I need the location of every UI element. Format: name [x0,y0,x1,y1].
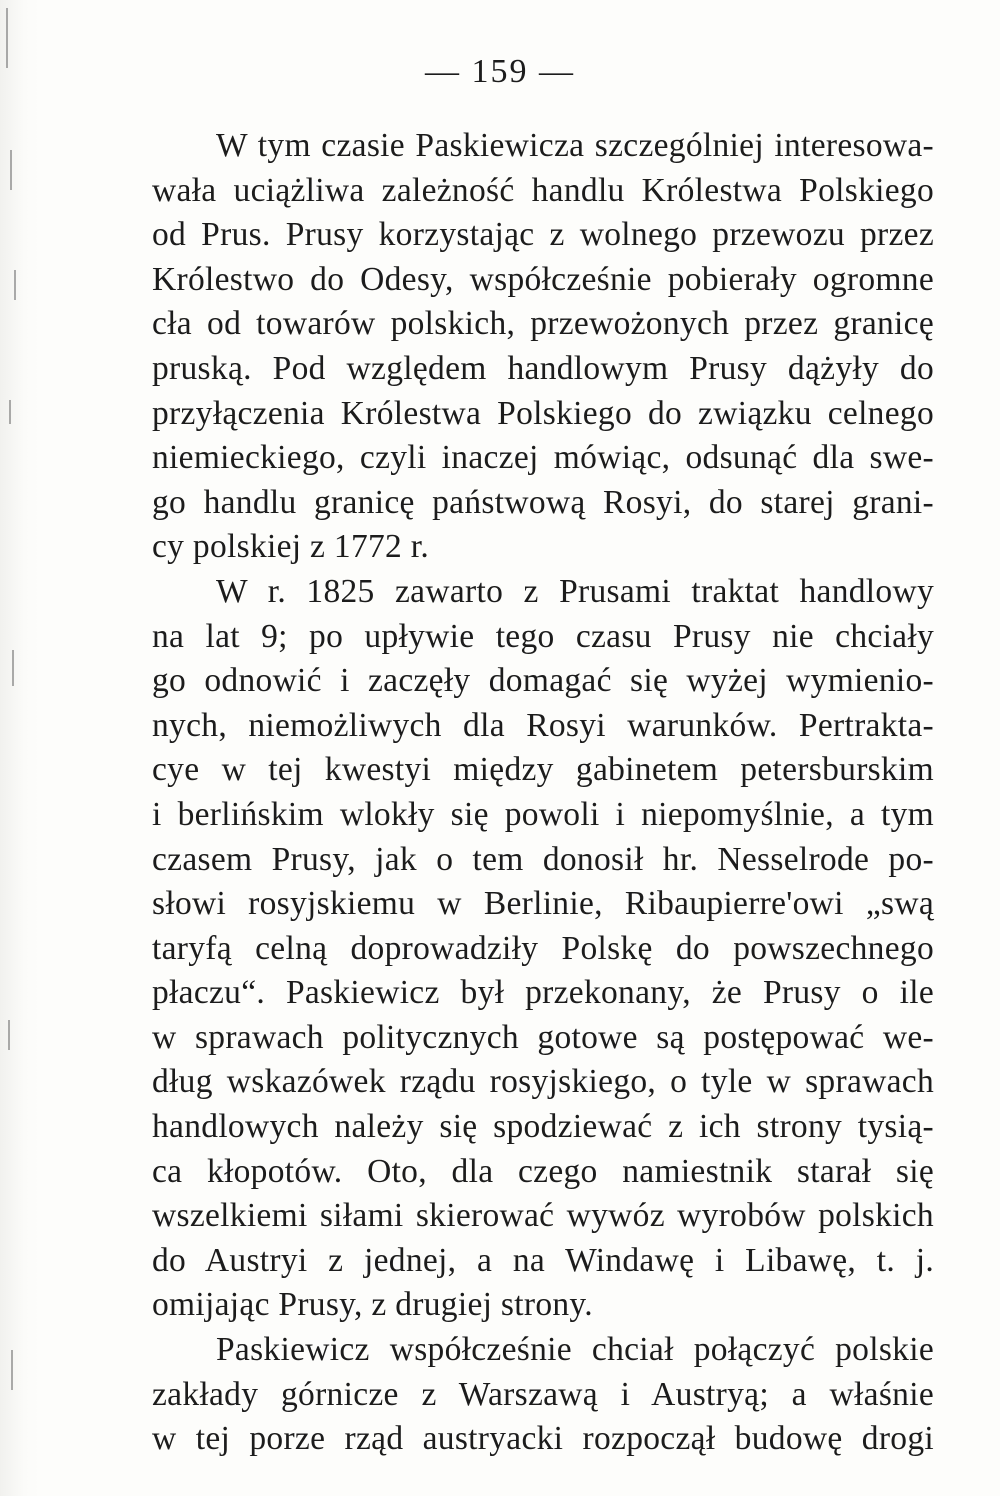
text-line: go handlu granicę państwową Rosyi, do starej grani- [152,483,934,521]
text-line: handlowych należy się spodziewać z ich strony tysią- [152,1108,934,1146]
text-line: od Prus. Prusy korzystając z wolnego przewozu przez [152,216,934,254]
binding-mark [11,1350,13,1390]
text-line: na lat 9; po upływie tego czasu Prusy nie chciały [152,617,934,655]
text-line: dług wskazówek rządu rosyjskiego, o tyle w sprawach [152,1063,934,1101]
text-line: w sprawach politycznych gotowe są postępować we- [152,1018,934,1056]
text-line: wała uciążliwa zależność handlu Królestwa Polskiego [152,171,934,209]
text-line: wszelkiemi siłami skierować wywóz wyrobów polskich [152,1197,934,1235]
text-line: go odnowić i zaczęły domagać się wyżej wymienio- [152,662,934,700]
text-line: płaczu“. Paskiewicz był przekonany, że Prusy o ile [152,974,934,1012]
text-line: cy polskiej z 1772 r. [152,528,430,566]
binding-mark [10,150,12,190]
text-line: cła od towarów polskich, przewożonych przez granicę [152,305,934,343]
text-line: i berlińskim wlokły się powoli i niepomyślnie, a tym [152,795,934,833]
text-line: nych, niemożliwych dla Rosyi warunków. Pertrakta- [152,706,934,744]
text-line: taryfą celną doprowadziły Polskę do powszechnego [152,929,934,967]
text-line: zakłady górnicze z Warszawą i Austryą; a właśnie [152,1375,934,1413]
text-line: pruską. Pod względem handlowym Prusy dążyły do [152,349,934,387]
text-line: do Austryi z jednej, a na Windawę i Libawę, t. j. [152,1241,934,1279]
text-line: W tym czasie Paskiewicza szczególniej interesowa- [216,127,934,164]
text-line: Paskiewicz współcześnie chciał połączyć polskie [216,1331,934,1369]
text-line: słowi rosyjskiemu w Berlinie, Ribaupierre'owi „swą [152,885,934,923]
text-line: czasem Prusy, jak o tem donosił hr. Nesselrode po- [152,840,934,878]
text-line: omijając Prusy, z drugiej strony. [152,1286,593,1324]
body-text [152,124,934,1462]
binding-mark [9,400,11,424]
text-line: przyłączenia Królestwa Polskiego do związku celnego [152,394,934,432]
text-line: ca kłopotów. Oto, dla czego namiestnik starał się [152,1152,934,1190]
text-line: Królestwo do Odesy, współcześnie pobierały ogromne [152,260,934,298]
page-binding-edge [0,0,40,1496]
text-line: niemieckiego, czyli inaczej mówiąc, odsunąć dla swe- [152,439,934,477]
text-line: W r. 1825 zawarto z Prusami traktat handlowy [216,572,934,610]
binding-mark [8,1020,10,1050]
text-line: w tej porze rząd austryacki rozpoczął budowę drogi [152,1420,934,1458]
text-line: cye w tej kwestyi między gabinetem petersburskim [152,751,934,789]
binding-mark [14,270,16,300]
binding-mark [12,650,14,686]
page-number: — 159 — [425,53,575,90]
